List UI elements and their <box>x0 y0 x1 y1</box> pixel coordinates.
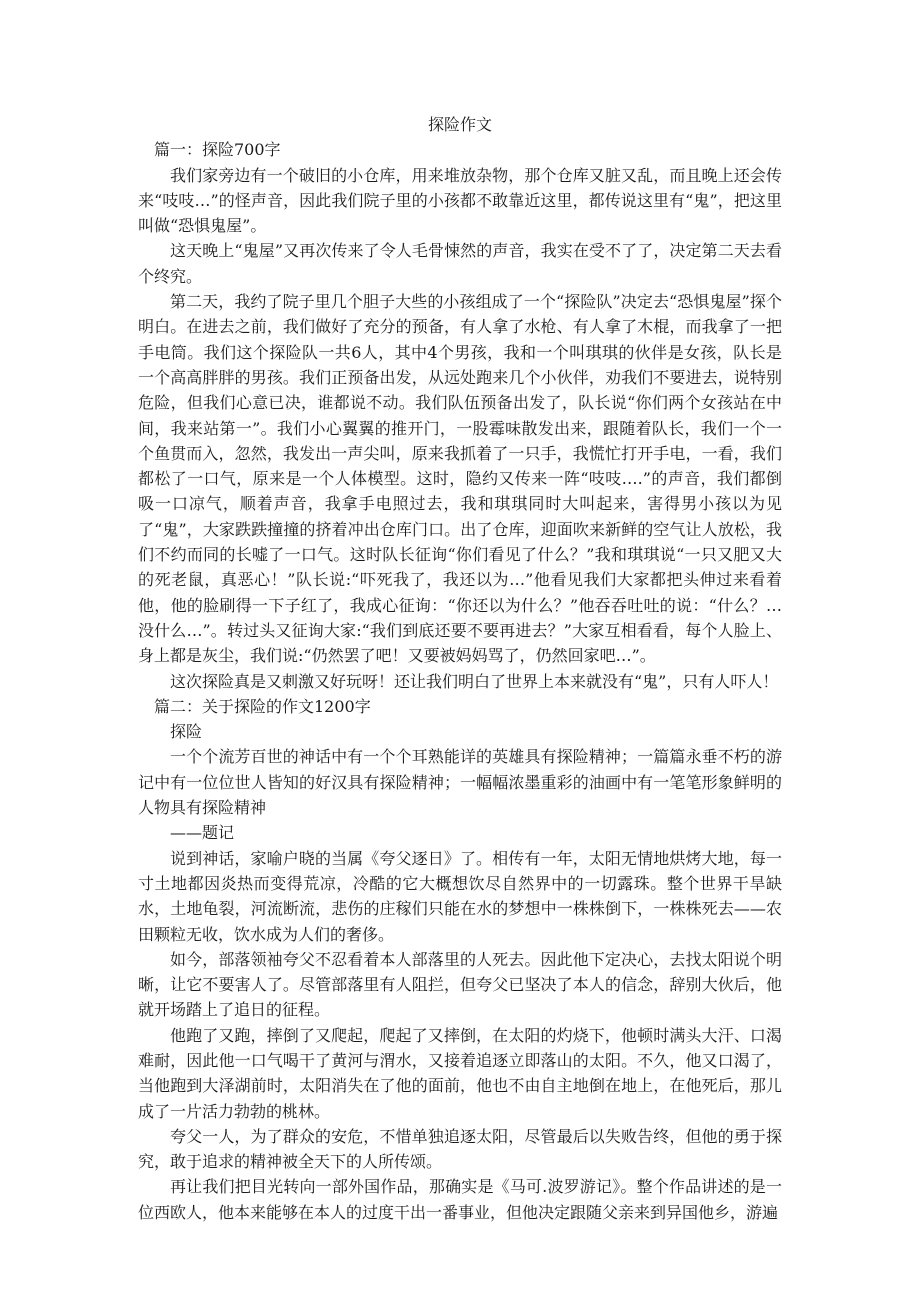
section-2-paragraph-1: 一个个流芳百世的神话中有一个个耳熟能详的英雄具有探险精神；一篇篇永垂不朽的游记中有一位位世人皆知的好汉具有探险精神；一幅幅浓墨重彩的油画中有一笔笔形象鲜明的人物具有探险精神 <box>138 747 782 818</box>
section-2-heading: 篇二：关于探险的作文1200字 <box>154 696 371 716</box>
section-1-paragraph-1: 我们家旁边有一个破旧的小仓库，用来堆放杂物，那个仓库又脏又乱，而且晚上还会传来“吱吱…”的怪声音，因此我们院子里的小孩都不敢靠近这里，都传说这里有“鬼”，把这里叫做“恐惧鬼屋”。 <box>138 165 782 236</box>
section-2-inscription: ——题记 <box>170 823 235 843</box>
section-1-paragraph-4: 这次探险真是又刺激又好玩呀！还让我们明白了世界上本来就没有“鬼”，只有人吓人！ <box>170 671 779 691</box>
section-2-paragraph-6: 再让我们把目光转向一部外国作品，那确实是《马可.波罗游记》。整个作品讲述的是一位西欧人，他本来能够在本人的过度干出一番事业，但他决定跟随父亲来到异国他乡，游遍 <box>138 1177 782 1222</box>
section-1-paragraph-2: 这天晚上“鬼屋”又再次传来了令人毛骨悚然的声音，我实在受不了了，决定第二天去看个终究。 <box>138 241 782 286</box>
section-2-paragraph-3: 如今，部落领袖夸父不忍看着本人部落里的人死去。因此他下定决心，去找太阳说个明晰，让它不要害人了。尽管部落里有人阻拦，但夸父已坚决了本人的信念，辞别大伙后，他就开场踏上了追日的征程。 <box>138 949 782 1020</box>
section-2-paragraph-4: 他跑了又跑，摔倒了又爬起，爬起了又摔倒，在太阳的灼烧下，他顿时满头大汗、口渴难耐，因此他一口气喝干了黄河与渭水，又接着追逐立即落山的太阳。不久，他又口渴了，当他跑到大泽湖前时，太阳消失在了他的面前，他也不由自主地倒在地上，在他死后，那儿成了一片活力勃勃的桃林。 <box>138 1025 782 1121</box>
section-2-paragraph-2: 说到神话，家喻户晓的当属《夸父逐日》了。相传有一年，太阳无情地烘烤大地，每一寸土地都因炎热而变得荒凉，冷酷的它大概想饮尽自然界中的一切露珠。整个世界干旱缺水，土地龟裂，河流断流，悲伤的庄稼们只能在水的梦想中一株株倒下，一株株死去——农田颗粒无收，饮水成为人们的奢侈。 <box>138 848 782 944</box>
section-1-heading: 篇一：探险700字 <box>154 140 281 160</box>
document-title: 探险作文 <box>427 115 492 134</box>
section-1-paragraph-3: 第二天，我约了院子里几个胆子大些的小孩组成了一个“探险队”决定去“恐惧鬼屋”探个明白。在进去之前，我们做好了充分的预备，有人拿了水枪、有人拿了木棍，而我拿了一把手电筒。我们这个探险队一共6人，其中4个男孩，我和一个叫琪琪的伙伴是女孩，队长是一个高高胖胖的男孩。我们正预备出发，从远处跑来几个小伙伴，劝我们不要进去，说特别危险，但我们心意已决，谁都说不动。我们队伍预备出发了，队长说“你们两个女孩站在中间，我来站第一”。我们小心翼翼的推开门，一股霉味散发出来，跟随着队长，我们一个一个鱼贯而入，忽然，我发出一声尖叫，原来我抓着了一只手，我慌忙打开手电，一看，我们都松了一口气，原来是一个人体模型。这时，隐约又传来一阵“吱吱….”的声音，我们都倒吸一口凉气，顺着声音，我拿手电照过去，我和琪琪同时大叫起来，害得男小孩以为见了“鬼”，大家跌跌撞撞的挤着冲出仓库门口。出了仓库，迎面吹来新鲜的空气让人放松，我们不约而同的长嘘了一口气。这时队长征询“你们看见了什么？”我和琪琪说“一只又肥又大的死老鼠，真恶心！”队长说:“吓死我了，我还以为…”他看见我们大家都把头伸过来看着他，他的脸刷得一下子红了，我成心征询：“你还以为什么？”他吞吞吐吐的说：“什么？…没什么…”。转过头又征询大家:“我们到底还要不要再进去？”大家互相看看，每个人脸上、身上都是灰尘，我们说:“仍然罢了吧！又要被妈妈骂了，仍然回家吧…”。 <box>138 292 782 666</box>
document-page <box>138 112 782 1225</box>
section-2-subtitle: 探险 <box>170 722 203 742</box>
section-2-paragraph-5: 夸父一人，为了群众的安危，不惜单独追逐太阳，尽管最后以失败告终，但他的勇于探究，敢于追求的精神被全天下的人所传颂。 <box>138 1126 782 1172</box>
